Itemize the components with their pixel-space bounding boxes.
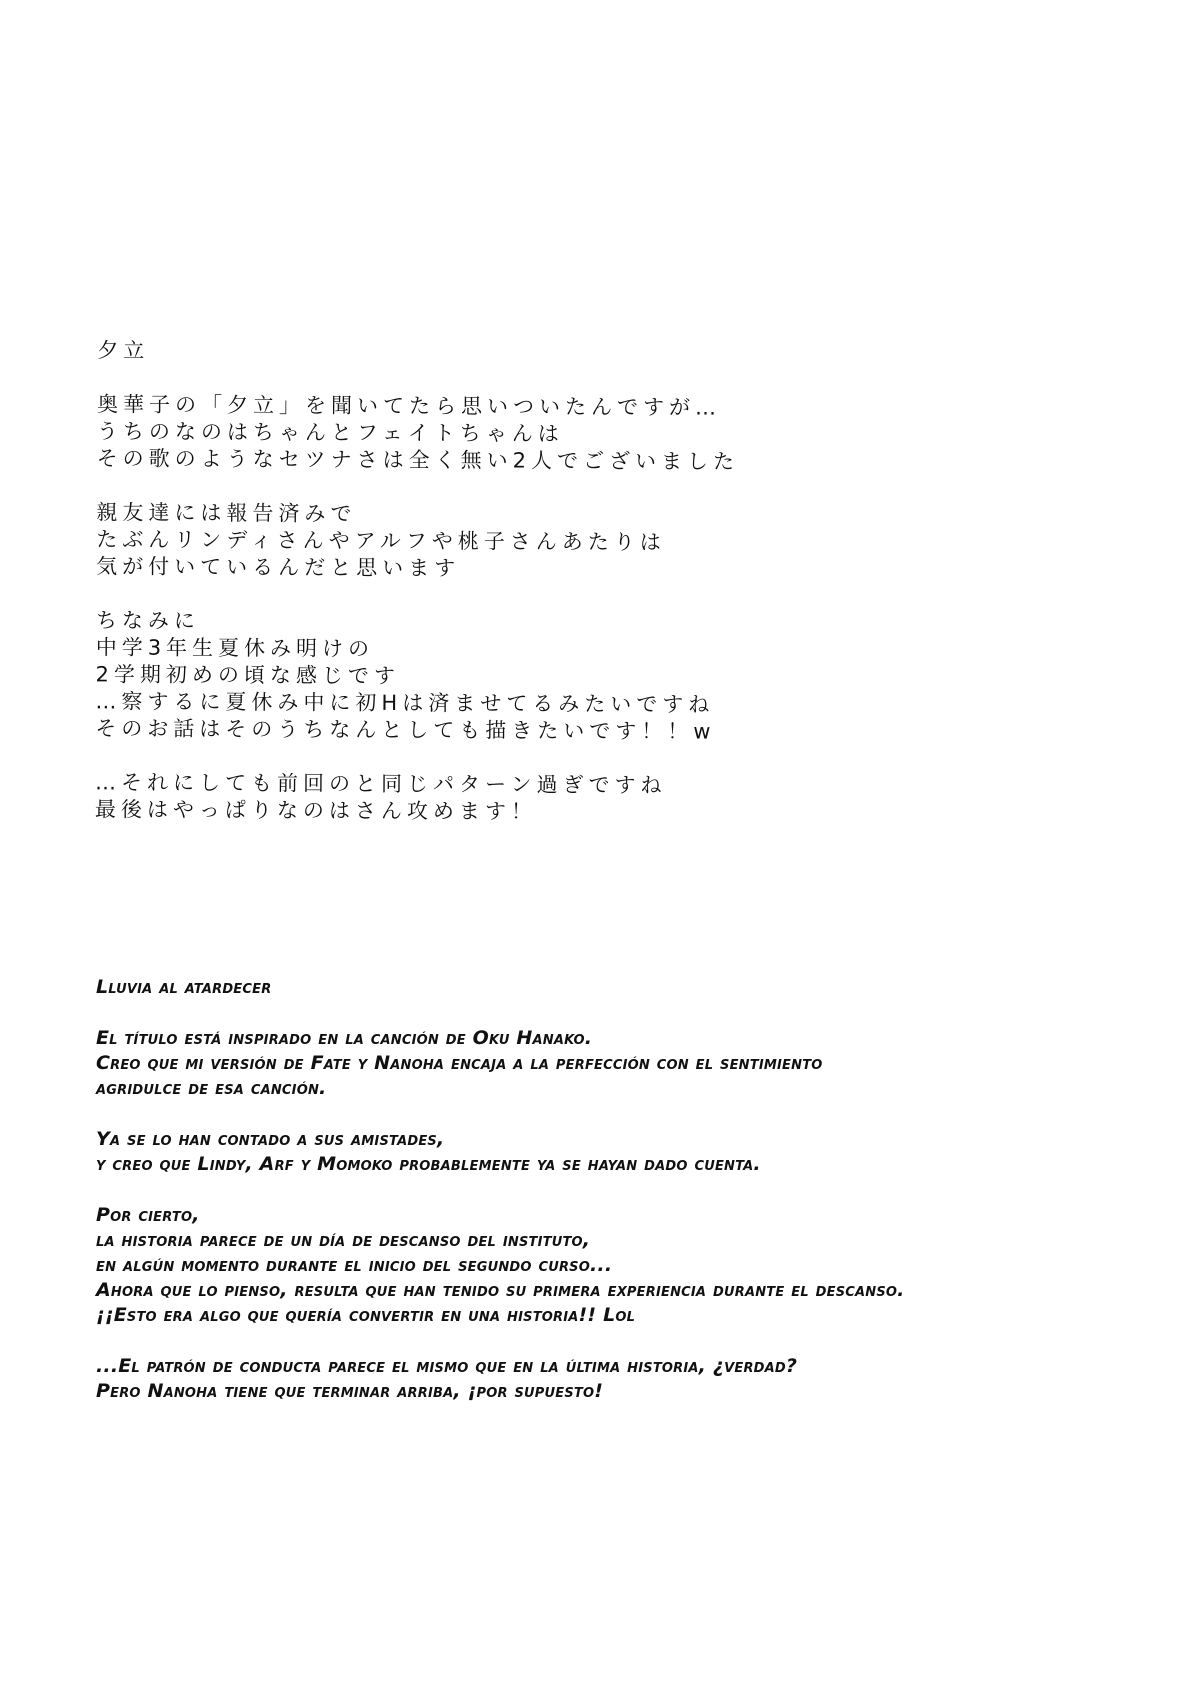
- spanish-paragraph-1: [96, 1026, 1176, 1101]
- spanish-paragraph-4: [96, 1354, 1176, 1404]
- text-line: 奥華子の「夕立」を聞いてたら思いついたんですが…: [96, 392, 722, 420]
- spanish-translation: [96, 975, 1176, 1430]
- spanish-paragraph-3: [96, 1203, 1176, 1328]
- text-line: うちのなのはちゃんとフェイトちゃんは: [96, 419, 564, 446]
- japanese-paragraph-3: [95, 607, 1096, 747]
- japanese-paragraph-4: [95, 769, 1095, 828]
- japanese-title: 夕立: [97, 338, 150, 363]
- text-line: la historia parece de un día de descanso del instituto,: [96, 1229, 591, 1251]
- japanese-paragraph-1: [97, 391, 1097, 477]
- text-line: …察するに夏休み中に初Hは済ませてるみたいですね: [95, 689, 715, 717]
- text-line: 2学期初めの頃な感じです: [95, 662, 401, 688]
- text-line: Pero Nanoha tiene que terminar arriba, ¡por supuesto!: [96, 1380, 604, 1402]
- text-line: ちなみに: [95, 608, 200, 633]
- text-line: Ahora que lo pienso, resulta que han tenido su primera experiencia durante el descanso.: [96, 1279, 905, 1301]
- text-line: そのお話はそのうちなんとしても描きたいです！！w: [95, 716, 716, 744]
- text-line: 親友達には報告済みで: [96, 500, 357, 526]
- text-line: y creo que Lindy, Arf y Momoko probablemente ya se hayan dado cuenta.: [96, 1153, 761, 1175]
- spanish-paragraph-2: [96, 1127, 1176, 1177]
- text-line: 中学3年生夏休み明けの: [95, 635, 375, 661]
- text-line: たぶんリンディさんやアルフや桃子さんあたりは: [96, 527, 666, 555]
- text-line: Por cierto,: [96, 1204, 200, 1226]
- text-line: 最後はやっぱりなのはさん攻めます！: [94, 797, 537, 824]
- japanese-paragraph-2: [96, 499, 1096, 585]
- text-line: agridulce de esa canción.: [96, 1077, 327, 1099]
- text-line: en algún momento durante el inicio del segundo curso...: [96, 1254, 613, 1276]
- text-line: …それにしても前回のと同じパターン過ぎですね: [94, 770, 667, 798]
- text-line: ¡¡Esto era algo que quería convertir en una historia!! Lol: [96, 1304, 636, 1326]
- text-line: Ya se lo han contado a sus amistades,: [96, 1128, 445, 1150]
- text-line: Creo que mi versión de Fate y Nanoha encaja a la perfección con el sentimiento: [96, 1052, 823, 1074]
- text-line: 気が付いているんだと思います: [96, 554, 461, 581]
- spanish-title: Lluvia al atardecer: [96, 976, 272, 998]
- text-line: El título está inspirado en la canción de Oku Hanako.: [96, 1027, 593, 1049]
- text-line: その歌のようなセツナさは全く無い2人でございました: [96, 446, 740, 474]
- japanese-notes: [95, 337, 1098, 855]
- text-line: ...El patrón de conducta parece el mismo que en la última historia, ¿verdad?: [96, 1355, 798, 1377]
